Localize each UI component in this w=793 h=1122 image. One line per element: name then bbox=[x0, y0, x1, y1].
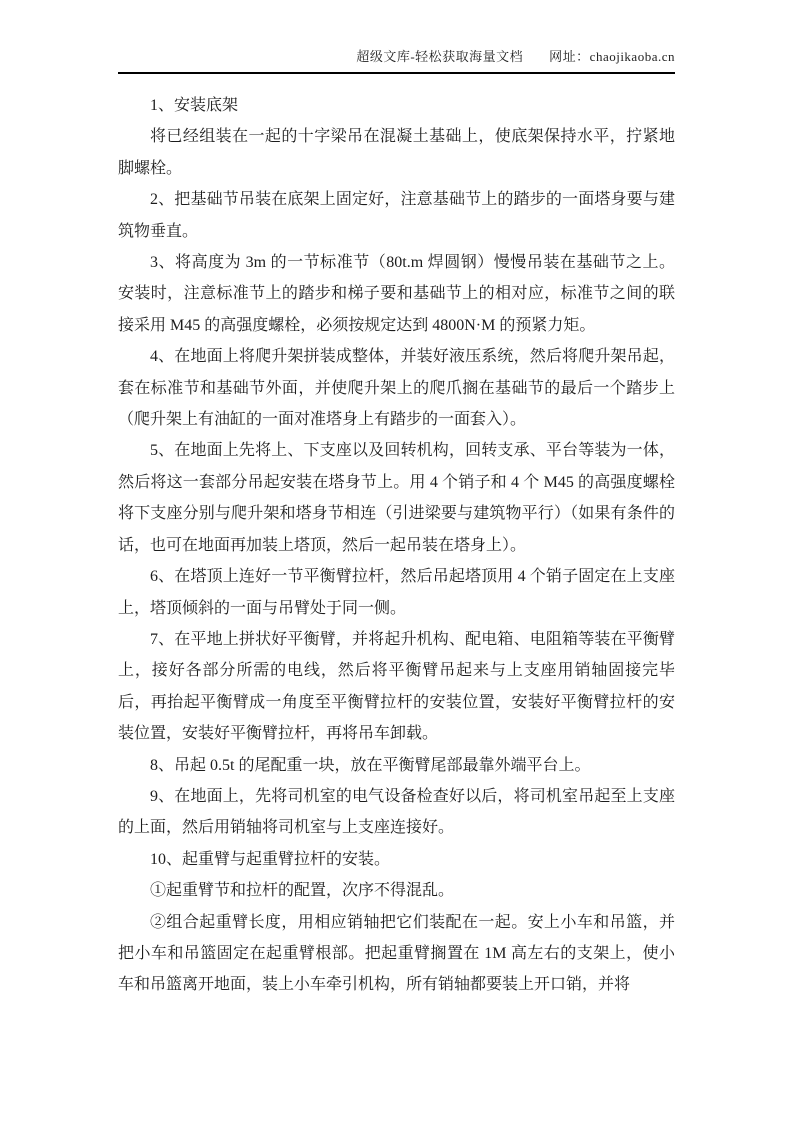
paragraph: 10、起重臂与起重臂拉杆的安装。 bbox=[150, 850, 391, 868]
paragraph: 将已经组装在一起的十字梁吊在混凝土基础上，使底架保持水平，拧紧地脚螺栓。 bbox=[118, 128, 675, 177]
header-site-name: 超级文库-轻松获取海量文档 bbox=[356, 49, 524, 64]
paragraph: 7、在平地上拼状好平衡臂，并将起升机构、配电箱、电阻箱等装在平衡臂上，接好各部分所需的电线，然后将平衡臂吊起来与上支座用销轴固接完毕后，再抬起平衡臂成一角度至平衡臂拉杆的安装位置，安装好平衡臂拉杆的安装位置，安装好平衡臂拉杆，再将吊车卸载。 bbox=[118, 630, 675, 743]
paragraph: 3、将高度为 3m 的一节标准节（80t.m 焊圆钢）慢慢吊装在基础节之上。安装时，注意标准节上的踏步和梯子要和基础节上的相对应，标准节之间的联接采用 M45 的高强度螺栓，必须按规定达到 4800N·M 的预紧力矩。 bbox=[118, 254, 675, 334]
paragraph: 5、在地面上先将上、下支座以及回转机构，回转支承、平台等装为一体，然后将这一套部分吊起安装在塔身节上。用 4 个销子和 4 个 M45 的高强度螺栓将下支座分别与爬升架和塔身节相连（引进梁要与建筑物平行）（如果有条件的话，也可在地面再加装上塔顶，然后一起吊装在塔身上）。 bbox=[118, 442, 675, 554]
header-rule bbox=[118, 72, 675, 74]
paragraph: 6、在塔顶上连好一节平衡臂拉杆，然后吊起塔顶用 4 个销子固定在上支座上，塔顶倾斜的一面与吊臂处于同一侧。 bbox=[118, 568, 675, 617]
paragraph: 4、在地面上将爬升架拼装成整体，并装好液压系统，然后将爬升架吊起，套在标准节和基础节外面，并使爬升架上的爬爪搁在基础节的最后一个踏步上（爬升架上有油缸的一面对准塔身上有踏步的一面套入）。 bbox=[118, 348, 675, 429]
paragraph: ②组合起重臂长度，用相应销轴把它们装配在一起。安上小车和吊篮，并把小车和吊篮固定在起重臂根部。把起重臂搁置在 1M 高左右的支架上，使小车和吊篮离开地面，装上小车牵引机构，所有销轴都要装上开口销，并将 bbox=[118, 913, 675, 994]
paragraph: 2、把基础节吊装在底架上固定好，注意基础节上的踏步的一面塔身要与建筑物垂直。 bbox=[118, 191, 675, 240]
page-header bbox=[118, 0, 675, 65]
paragraph: 1、安装底架 bbox=[150, 97, 239, 114]
paragraph: 8、吊起 0.5t 的尾配重一块，放在平衡臂尾部最靠外端平台上。 bbox=[150, 756, 591, 774]
paragraph: ①起重臂节和拉杆的配置，次序不得混乱。 bbox=[150, 882, 455, 900]
paragraph: 9、在地面上，先将司机室的电气设备检查好以后，将司机室吊起至上支座的上面，然后用销轴将司机室与上支座连接好。 bbox=[118, 787, 675, 837]
header-url-label: 网址： bbox=[549, 49, 590, 64]
header-url: chaojikaoba.cn bbox=[589, 49, 675, 64]
document-body bbox=[118, 90, 675, 1001]
